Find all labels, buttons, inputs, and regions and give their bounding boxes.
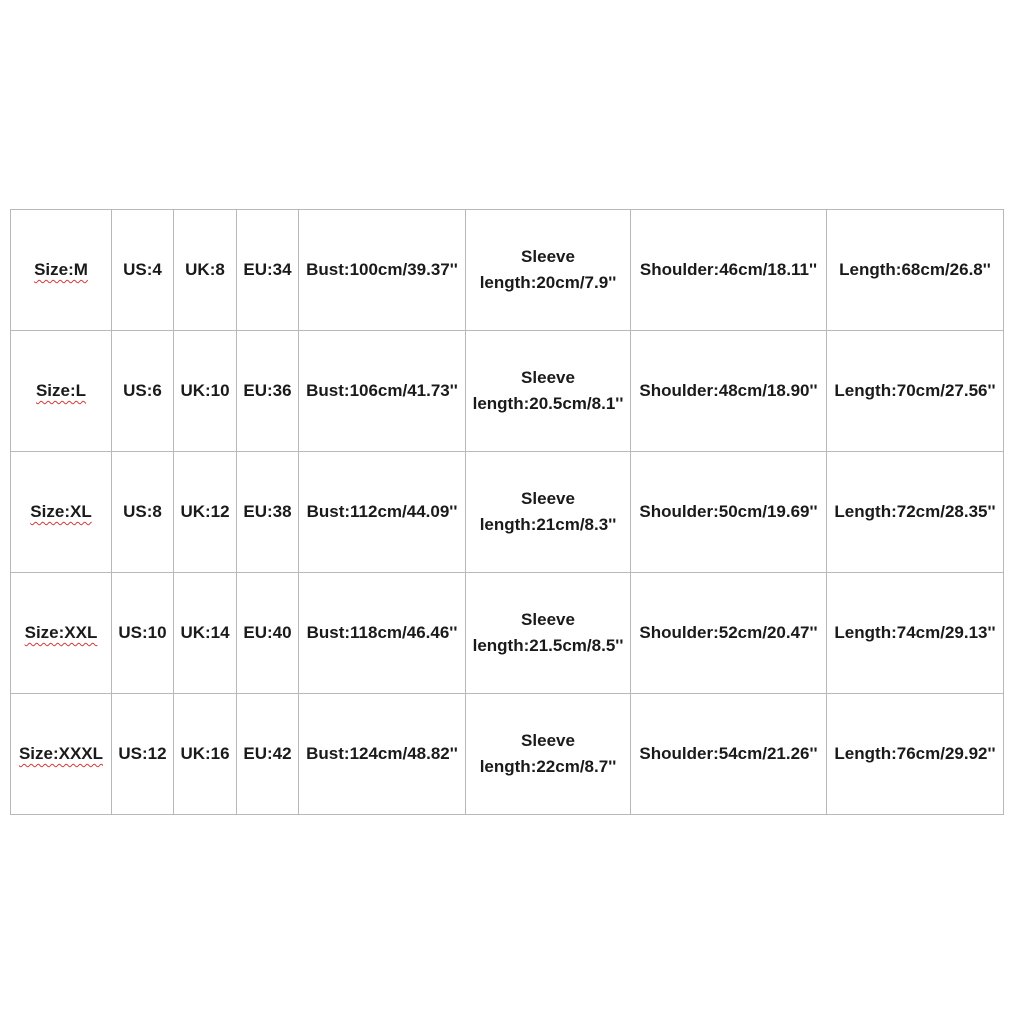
- size-label: Size:XXL: [24, 623, 98, 642]
- sleeve-label: Sleeve: [521, 368, 575, 387]
- length-cell: Length:72cm/28.35'': [827, 452, 1004, 573]
- bust-cell: Bust:124cm/48.82'': [299, 694, 466, 815]
- bust-cell: Bust:100cm/39.37'': [299, 210, 466, 331]
- us-size-cell: US:6: [112, 331, 174, 452]
- size-chart-body: [11, 210, 1004, 815]
- sleeve-value: length:22cm/8.7'': [479, 757, 617, 776]
- bust-cell: Bust:112cm/44.09'': [299, 452, 466, 573]
- sleeve-label: Sleeve: [521, 489, 575, 508]
- sleeve-length-cell: [466, 573, 631, 694]
- size-cell: [11, 694, 112, 815]
- sleeve-length-cell: [466, 694, 631, 815]
- sleeve-value: length:21.5cm/8.5'': [472, 636, 624, 655]
- us-size-cell: US:8: [112, 452, 174, 573]
- size-label: Size:XL: [30, 502, 92, 521]
- shoulder-cell: Shoulder:50cm/19.69'': [631, 452, 827, 573]
- sleeve-value: length:20cm/7.9'': [479, 273, 617, 292]
- length-cell: Length:74cm/29.13'': [827, 573, 1004, 694]
- sleeve-value: length:21cm/8.3'': [479, 515, 617, 534]
- sleeve-label: Sleeve: [521, 247, 575, 266]
- table-row: [11, 331, 1004, 452]
- us-size-cell: US:4: [112, 210, 174, 331]
- length-cell: Length:70cm/27.56'': [827, 331, 1004, 452]
- bust-cell: Bust:118cm/46.46'': [299, 573, 466, 694]
- size-label: Size:M: [34, 260, 88, 279]
- sleeve-length-cell: [466, 210, 631, 331]
- size-label: Size:XXXL: [18, 744, 104, 763]
- eu-size-cell: EU:38: [237, 452, 299, 573]
- uk-size-cell: UK:8: [174, 210, 237, 331]
- shoulder-cell: Shoulder:54cm/21.26'': [631, 694, 827, 815]
- bust-cell: Bust:106cm/41.73'': [299, 331, 466, 452]
- us-size-cell: US:10: [112, 573, 174, 694]
- uk-size-cell: UK:14: [174, 573, 237, 694]
- shoulder-cell: Shoulder:52cm/20.47'': [631, 573, 827, 694]
- eu-size-cell: EU:36: [237, 331, 299, 452]
- size-label: Size:L: [35, 381, 87, 400]
- uk-size-cell: UK:16: [174, 694, 237, 815]
- table-row: [11, 452, 1004, 573]
- uk-size-cell: UK:10: [174, 331, 237, 452]
- length-cell: Length:76cm/29.92'': [827, 694, 1004, 815]
- uk-size-cell: UK:12: [174, 452, 237, 573]
- us-size-cell: US:12: [112, 694, 174, 815]
- sleeve-label: Sleeve: [521, 610, 575, 629]
- sleeve-length-cell: [466, 452, 631, 573]
- sleeve-value: length:20.5cm/8.1'': [472, 394, 624, 413]
- sleeve-length-cell: [466, 331, 631, 452]
- table-row: [11, 694, 1004, 815]
- size-cell: [11, 573, 112, 694]
- shoulder-cell: Shoulder:48cm/18.90'': [631, 331, 827, 452]
- eu-size-cell: EU:42: [237, 694, 299, 815]
- eu-size-cell: EU:40: [237, 573, 299, 694]
- length-cell: Length:68cm/26.8'': [827, 210, 1004, 331]
- size-chart-table: [10, 209, 1004, 815]
- sleeve-label: Sleeve: [521, 731, 575, 750]
- size-cell: [11, 331, 112, 452]
- shoulder-cell: Shoulder:46cm/18.11'': [631, 210, 827, 331]
- size-cell: [11, 452, 112, 573]
- size-cell: [11, 210, 112, 331]
- table-row: [11, 210, 1004, 331]
- eu-size-cell: EU:34: [237, 210, 299, 331]
- table-row: [11, 573, 1004, 694]
